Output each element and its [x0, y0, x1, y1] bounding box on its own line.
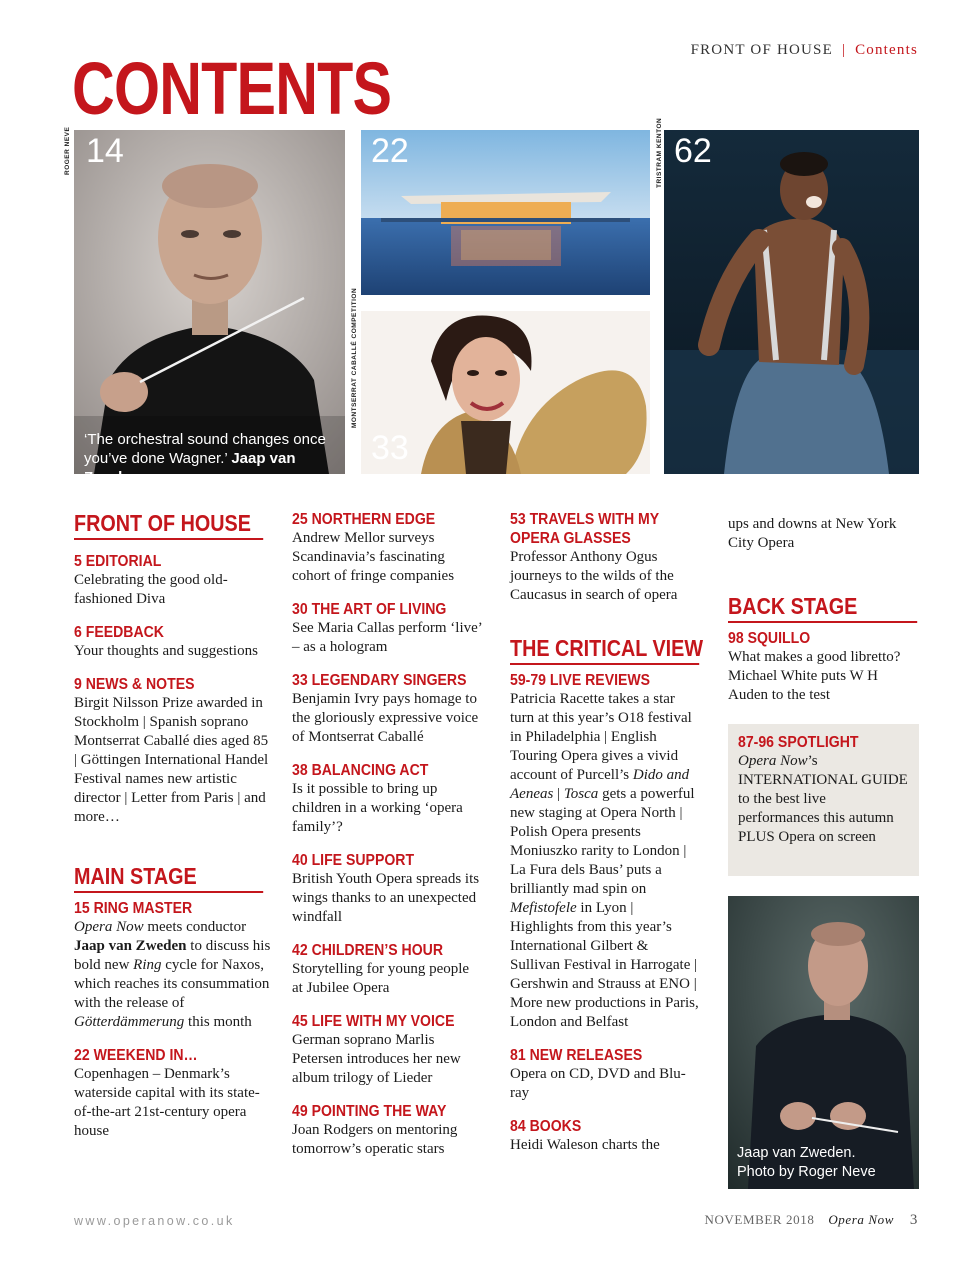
entry-weekend-in[interactable]: [74, 1046, 274, 1141]
entry-head: 40 LIFE SUPPORT: [292, 852, 415, 869]
photo-credit-roger-neve: ROGER NEVE: [64, 126, 71, 175]
entry-head: 84 BOOKS: [510, 1118, 582, 1135]
photo-jaap-van-zweden[interactable]: [74, 130, 345, 486]
entry-body: British Youth Opera spreads its wings thanks to an unexpected windfall: [292, 871, 480, 925]
footer-url[interactable]: www.operanow.co.uk: [74, 1214, 235, 1228]
entry-body: Copenhagen – Denmark’s waterside capital with its state-of-the-art 21st-century opera house: [74, 1066, 260, 1139]
entry-head: 98 SQUILLO: [728, 630, 811, 647]
entry-art-of-living[interactable]: [292, 600, 482, 657]
entry-body: What makes a good libretto? Michael White puts W H Auden to the test: [728, 649, 901, 703]
entry-ring-master[interactable]: [74, 899, 274, 1032]
entry-head: 5 EDITORIAL: [74, 553, 162, 570]
entry-body: Heidi Waleson charts the: [510, 1137, 660, 1153]
page-number-33: 33: [371, 429, 409, 467]
magazine-name: Opera Now: [74, 919, 144, 935]
section-front-of-house: FRONT OF HOUSE: [74, 510, 263, 540]
entry-body: Joan Rodgers on mentoring tomorrow’s operatic stars: [292, 1122, 458, 1157]
text-run: meets conductor: [143, 919, 247, 935]
spotlight-head: 87-96 SPOTLIGHT: [738, 734, 859, 751]
text-run: gets a powerful new staging at Opera North | Polish Opera presents Moniuszko rarity to London | La Fura dels Baus’ puts a brilliantly mad spin on: [510, 786, 695, 897]
text-run: to discuss his bold new: [74, 938, 271, 973]
text-run: |: [553, 786, 564, 802]
caption-name: Jaap van Zweden: [84, 450, 296, 486]
spotlight-body: [738, 752, 909, 847]
entry-body: [74, 918, 274, 1032]
work-title: Götterdämmerung: [74, 1014, 185, 1030]
spotlight-box[interactable]: [728, 724, 919, 876]
work-title: Ring: [133, 957, 162, 973]
page-number-14: 14: [86, 132, 124, 170]
entry-head: 42 CHILDREN’S HOUR: [292, 942, 443, 959]
column-4: [728, 510, 919, 719]
entry-body: Celebrating the good old-fashioned Diva: [74, 572, 228, 607]
entry-body: Storytelling for young people at Jubilee Opera: [292, 961, 470, 996]
work-title: Mefistofele: [510, 900, 577, 916]
magazine-name: Opera Now: [738, 753, 808, 769]
entry-life-with-my-voice[interactable]: [292, 1012, 482, 1088]
entry-head: 25 NORTHERN EDGE: [292, 511, 436, 528]
section-back-stage: BACK STAGE: [728, 593, 917, 623]
page-number: 3: [909, 1212, 918, 1228]
entry-head: 33 LEGENDARY SINGERS: [292, 672, 467, 689]
entry-feedback[interactable]: [74, 623, 274, 661]
column-3: [510, 510, 704, 1169]
caption-quote: ‘The orchestral sound changes once you’ve done Wagner.’: [84, 431, 326, 467]
running-section: FRONT OF HOUSE: [690, 42, 833, 58]
work-title: Tosca: [563, 786, 599, 802]
entry-body: German soprano Marlis Petersen introduces her new album trilogy of Lieder: [292, 1032, 461, 1086]
text-run: ’s: [807, 753, 818, 769]
section-main-stage: MAIN STAGE: [74, 863, 263, 893]
running-separator: |: [841, 42, 847, 58]
entry-head: 49 POINTING THE WAY: [292, 1103, 447, 1120]
entry-editorial[interactable]: [74, 552, 274, 609]
work-title: Dido and Aeneas: [510, 767, 690, 802]
entry-head: 53 TRAVELS WITH MY OPERA GLASSES: [510, 511, 659, 547]
entry-body: [510, 690, 700, 1032]
section-critical-view: THE CRITICAL VIEW: [510, 635, 699, 665]
entry-body: Birgit Nilsson Prize awarded in Stockholm | Spanish soprano Montserrat Caballé dies aged 85 | Göttingen International Handel Festival names new artistic director | Letter from Paris | and more…: [74, 695, 269, 825]
entry-life-support[interactable]: [292, 851, 482, 927]
page-number-22: 22: [371, 132, 409, 170]
text-run: this month: [184, 1014, 252, 1030]
column-2: [292, 510, 482, 1173]
photo-caption: [84, 430, 339, 487]
entry-head: 38 BALANCING ACT: [292, 762, 429, 779]
photo-jaap-van-zweden-portrait[interactable]: [728, 896, 919, 1189]
entry-head: 9 NEWS & NOTES: [74, 676, 195, 693]
entry-childrens-hour[interactable]: [292, 941, 482, 998]
entry-head: 6 FEEDBACK: [74, 624, 164, 641]
issue-date: NOVEMBER 2018: [704, 1212, 815, 1227]
entry-body: Is it possible to bring up children in a working ‘opera family’?: [292, 781, 463, 835]
text-run: cycle for Naxos, which reaches its consummation with the release of: [74, 957, 270, 1011]
entry-body: See Maria Callas perform ‘live’ – as a hologram: [292, 620, 482, 655]
entry-body: Opera on CD, DVD and Blu-ray: [510, 1066, 686, 1101]
entry-news-notes[interactable]: [74, 675, 274, 827]
caption-line: Photo by Roger Neve: [737, 1164, 876, 1180]
books-continued: ups and downs at New York City Opera: [728, 516, 897, 551]
page-title: CONTENTS: [72, 47, 392, 130]
photo-montserrat-caballe[interactable]: [361, 311, 650, 474]
entry-head: 59-79 LIVE REVIEWS: [510, 672, 651, 689]
entry-live-reviews[interactable]: [510, 671, 700, 1032]
entry-pointing-the-way[interactable]: [292, 1102, 482, 1159]
photo-credit-tristram-kenton: TRISTRAM KENTON: [656, 117, 663, 188]
conductor-photo-illustration: [74, 130, 345, 474]
entry-squillo[interactable]: [728, 629, 919, 705]
text-run: PLUS Opera on screen: [738, 829, 876, 845]
photo-performer[interactable]: [664, 130, 919, 474]
entry-body: Professor Anthony Ogus journeys to the wilds of the Caucasus in search of opera: [510, 549, 678, 603]
entry-body: Your thoughts and suggestions: [74, 643, 258, 659]
text-run: to the best live performances this autumn: [738, 791, 894, 826]
entry-head: 22 WEEKEND IN…: [74, 1047, 198, 1064]
person-name: Jaap van Zweden: [74, 938, 187, 954]
entry-head: 81 NEW RELEASES: [510, 1047, 643, 1064]
photo-credit-caballe-competition: MONTSERRAT CABALLÉ COMPETITION: [351, 287, 358, 428]
running-page-name: Contents: [855, 42, 918, 58]
running-header: [691, 42, 918, 59]
entry-books[interactable]: [510, 1117, 700, 1155]
entry-travels-opera-glasses[interactable]: [510, 510, 700, 605]
portrait-caption: [737, 1144, 876, 1182]
magazine-name: Opera Now: [828, 1212, 895, 1227]
footer-folio: [704, 1212, 918, 1229]
performer-illustration: [664, 130, 919, 474]
entry-body: Benjamin Ivry pays homage to the gloriously expressive voice of Montserrat Caballé: [292, 691, 479, 745]
guide-title: INTERNATIONAL GUIDE: [738, 772, 908, 788]
entry-new-releases[interactable]: [510, 1046, 700, 1103]
caption-line: Jaap van Zweden.: [737, 1145, 856, 1161]
entry-head: 30 THE ART OF LIVING: [292, 601, 447, 618]
entry-head: 15 RING MASTER: [74, 900, 193, 917]
page-number-62: 62: [674, 132, 712, 170]
entry-body: Andrew Mellor surveys Scandinavia’s fascinating cohort of fringe companies: [292, 530, 455, 584]
entry-legendary-singers[interactable]: [292, 671, 482, 747]
entry-balancing-act[interactable]: [292, 761, 482, 837]
column-1: [74, 510, 274, 1155]
entry-northern-edge[interactable]: [292, 510, 482, 586]
entry-head: 45 LIFE WITH MY VOICE: [292, 1013, 455, 1030]
text-run: in Lyon | Highlights from this year’s International Gilbert & Sullivan Festival in Harrogate | Gershwin and Strauss at ENO | More new productions in Paris, London and Belfast: [510, 900, 699, 1030]
photo-copenhagen-opera-house[interactable]: [361, 130, 650, 295]
text-run: Patricia Racette takes a star turn at this year’s O18 festival in Philadelphia | English Touring Opera gives a vivid account of Purcell’s: [510, 691, 692, 783]
